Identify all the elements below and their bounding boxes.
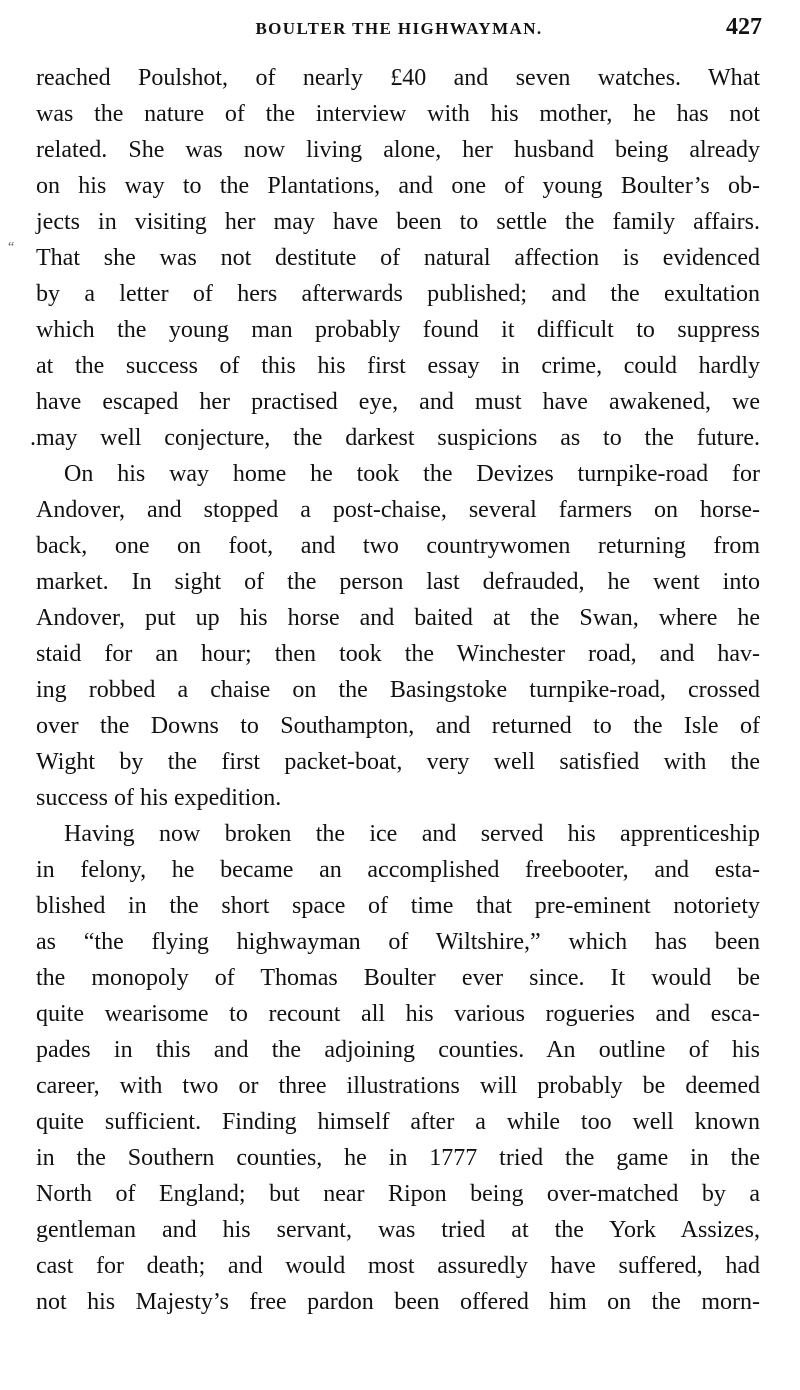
text-line: on his way to the Plantations, and one of young Boulter’s ob-: [36, 173, 760, 199]
text-line: have escaped her practised eye, and must have awakened, we: [36, 389, 760, 415]
text-line: Andover, and stopped a post-chaise, several farmers on horse-: [36, 497, 760, 523]
paragraph-start-line: On his way home he took the Devizes turnpike-road for: [64, 461, 760, 487]
text-line: back, one on foot, and two countrywomen returning from: [36, 533, 760, 559]
text-line: the monopoly of Thomas Boulter ever since. It would be: [36, 965, 760, 991]
text-line: over the Downs to Southampton, and returned to the Isle of: [36, 713, 760, 739]
text-line: blished in the short space of time that pre-eminent notoriety: [36, 893, 760, 919]
text-line: .may well conjecture, the darkest suspicions as to the future.: [30, 425, 760, 451]
text-line: pades in this and the adjoining counties. An outline of his: [36, 1037, 760, 1063]
text-line: career, with two or three illustrations will probably be deemed: [36, 1073, 760, 1099]
text-line: was the nature of the interview with his mother, he has not: [36, 101, 760, 127]
text-line: by a letter of hers afterwards published; and the exultation: [36, 281, 760, 307]
text-line: quite wearisome to recount all his various rogueries and esca-: [36, 1001, 760, 1027]
running-title: BOULTER THE HIGHWAYMAN.: [255, 19, 543, 38]
text-line: in the Southern counties, he in 1777 tried the game in the: [36, 1145, 760, 1171]
running-header: [36, 10, 762, 50]
text-line: Wight by the first packet-boat, very well satisfied with the: [36, 749, 760, 775]
text-line: at the success of this his first essay in crime, could hardly: [36, 353, 760, 379]
page-number: 427: [726, 14, 762, 40]
text-line: related. She was now living alone, her husband being already: [36, 137, 760, 163]
text-line: jects in visiting her may have been to settle the family affairs.: [36, 209, 760, 235]
paragraph-end-line: success of his expedition.: [36, 785, 282, 811]
text-line: not his Majesty’s free pardon been offered him on the morn-: [36, 1289, 760, 1315]
text-line: reached Poulshot, of nearly £40 and seven watches. What: [36, 65, 760, 91]
text-line: in felony, he became an accomplished freebooter, and esta-: [36, 857, 760, 883]
text-line: ing robbed a chaise on the Basingstoke turnpike-road, crossed: [36, 677, 760, 703]
text-line: cast for death; and would most assuredly have suffered, had: [36, 1253, 760, 1279]
text-line: which the young man probably found it difficult to suppress: [36, 317, 760, 343]
text-line: as “the flying highwayman of Wiltshire,” which has been: [36, 929, 760, 955]
text-line: gentleman and his servant, was tried at the York Assizes,: [36, 1217, 760, 1243]
text-line: Andover, put up his horse and baited at the Swan, where he: [36, 605, 760, 631]
text-line: North of England; but near Ripon being over-matched by a: [36, 1181, 760, 1207]
text-line: market. In sight of the person last defrauded, he went into: [36, 569, 760, 595]
margin-mark: “: [8, 240, 15, 255]
paragraph-start-line: Having now broken the ice and served his apprenticeship: [64, 821, 760, 847]
text-line: staid for an hour; then took the Winchester road, and hav-: [36, 641, 760, 667]
text-line: That she was not destitute of natural affection is evidenced: [36, 245, 760, 271]
text-line: quite sufficient. Finding himself after a while too well known: [36, 1109, 760, 1135]
